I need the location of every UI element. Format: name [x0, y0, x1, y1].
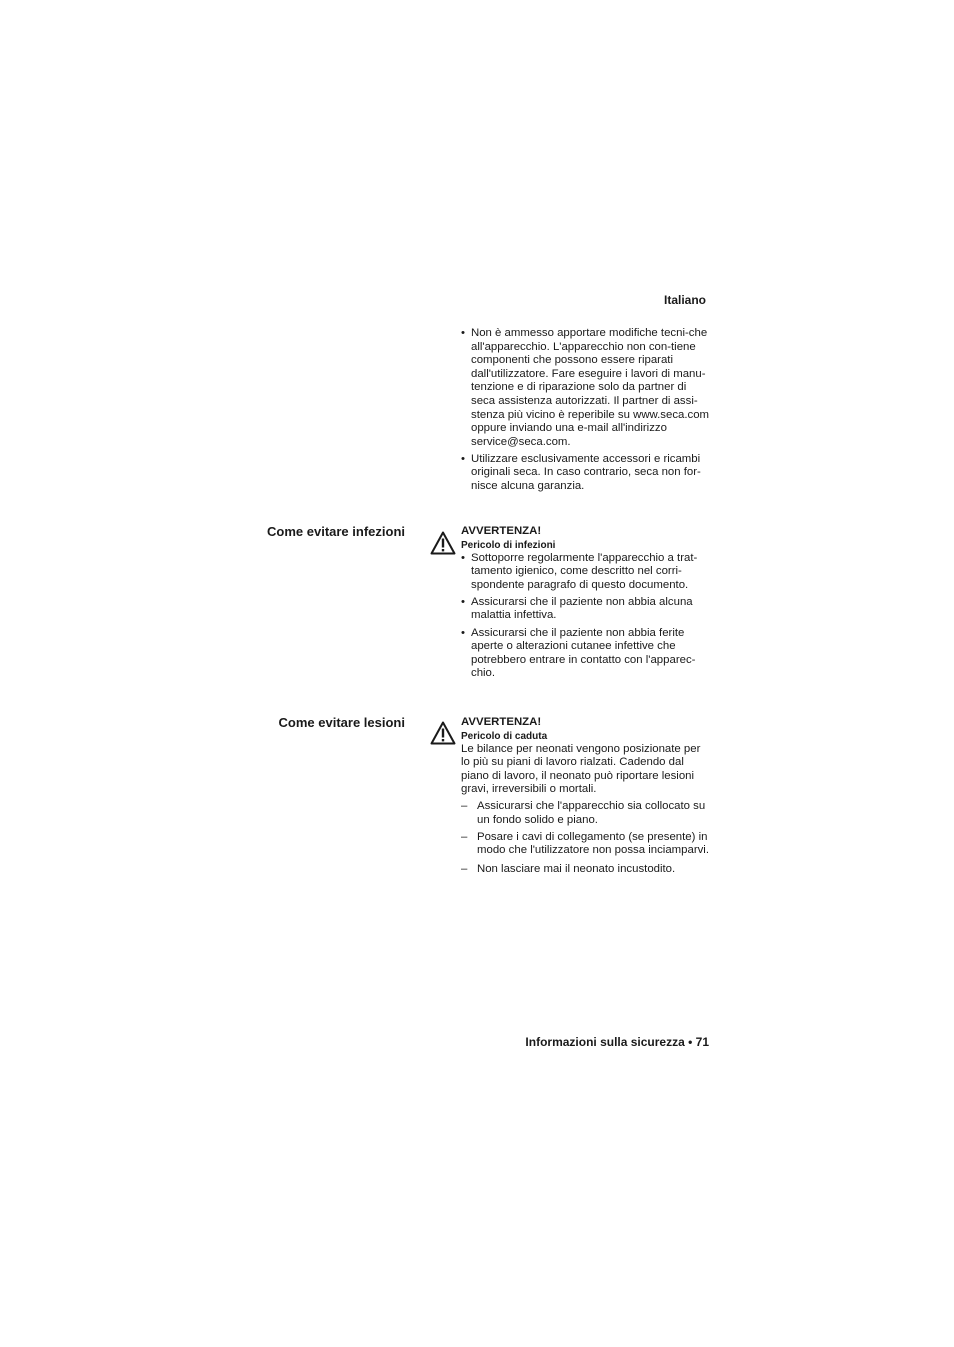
warning-block-lesioni	[461, 716, 711, 880]
section-heading-lesioni: Come evitare lesioni	[278, 715, 405, 730]
warning-title: AVVERTENZA!	[461, 716, 542, 728]
warning-triangle-icon	[430, 721, 456, 745]
list-item: • Assicurarsi che il paziente non abbia ferite aperte o alterazioni cutanee infettive che potrebbero entrare in contatto con l'apparec-chio.	[461, 627, 711, 681]
warning-paragraph: Le bilance per neonati vengono posizionate per lo più su piani di lavoro rialzati. Cadendo dal piano di lavoro, il neonato può riportare lesioni gravi, irreversibili o mortali.	[461, 742, 701, 796]
section-heading-infezioni: Come evitare infezioni	[267, 524, 405, 539]
list-item: – Posare i cavi di collegamento (se presente) in modo che l'utilizzatore non possa inciamparvi.	[461, 831, 711, 858]
warning-block-infezioni	[461, 525, 711, 684]
warning-title: AVVERTENZA!	[461, 525, 542, 537]
list-item: • Sottoporre regolarmente l'apparecchio a trat-tamento igienico, come descritto nel corri-spondente paragrafo di questo documento.	[461, 552, 711, 593]
intro-bullets-block	[461, 327, 711, 497]
list-item: – Non lasciare mai il neonato incustodito.	[461, 863, 711, 877]
list-item: • Non è ammesso apportare modifiche tecni-che all'apparecchio. L'apparecchio non con-tiene componenti che possono essere riparati dall'utilizzatore. Fare eseguire i lavori di manu-tenzione e di riparazione solo da partner di seca assistenza autorizzati. Il partner di assi-stenza più vicino è reperibile su www.seca.com oppure inviando una e-mail all'indirizzo service@seca.com.	[461, 327, 711, 449]
lesioni-dash-list	[461, 800, 711, 876]
list-item: • Assicurarsi che il paziente non abbia alcuna malattia infettiva.	[461, 596, 711, 623]
warning-triangle-icon	[430, 531, 456, 555]
list-item: – Assicurarsi che l'apparecchio sia collocato su un fondo solido e piano.	[461, 800, 711, 827]
page-language-header: Italiano	[663, 293, 706, 307]
warning-subtitle: Pericolo di caduta	[461, 730, 548, 742]
intro-bullet-list	[461, 327, 711, 494]
page-footer: Informazioni sulla sicurezza • 71	[525, 1035, 709, 1049]
list-item: • Utilizzare esclusivamente accessori e ricambi originali seca. In caso contrario, seca non for-nisce alcuna garanzia.	[461, 453, 711, 494]
infezioni-bullet-list	[461, 552, 711, 681]
warning-subtitle: Pericolo di infezioni	[461, 539, 556, 551]
